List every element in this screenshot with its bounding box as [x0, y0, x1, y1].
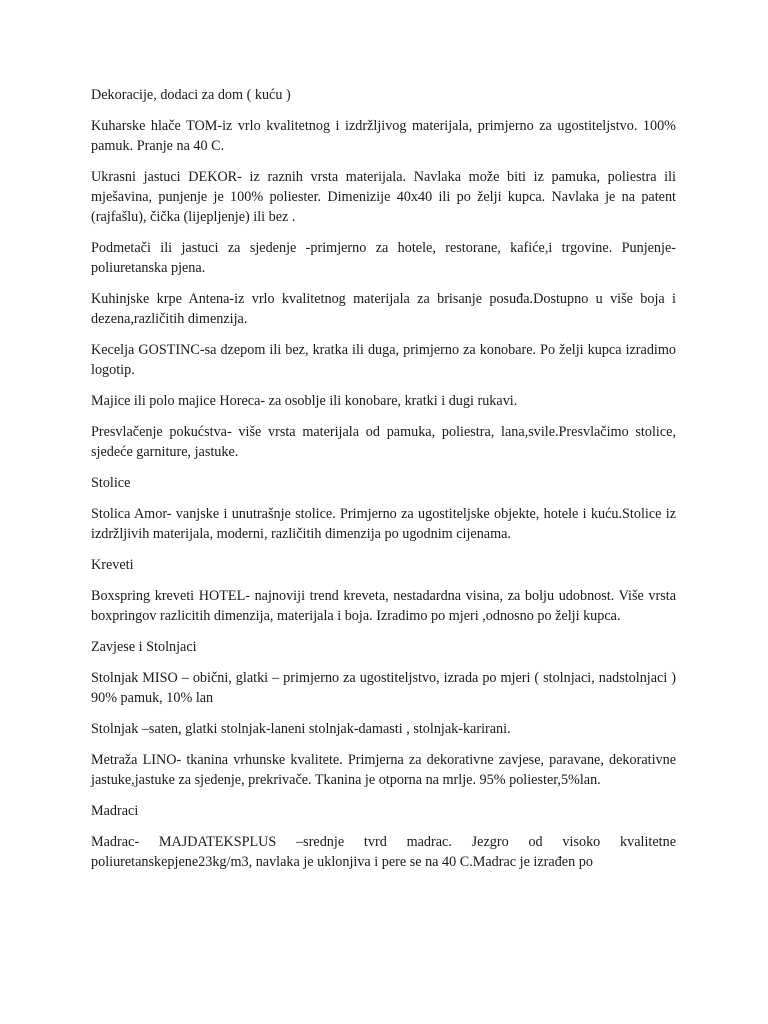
paragraph-podmetaci: Podmetači ili jastuci za sjedenje -primjerno za hotele, restorane, kafiće,i trgovine. Punjenje-poliuretanska pjena.: [91, 240, 676, 276]
document-body: [91, 85, 676, 883]
section-heading-kreveti: Kreveti: [91, 557, 134, 573]
paragraph-stolnjak-saten: Stolnjak –saten, glatki stolnjak-laneni stolnjak-damasti , stolnjak-karirani.: [91, 721, 511, 737]
paragraph-majice: Majice ili polo majice Horeca- za osoblje ili konobare, kratki i dugi rukavi.: [91, 393, 518, 409]
section-heading-madraci: Madraci: [91, 803, 139, 819]
paragraph-presvlacenje: Presvlačenje pokućstva- više vrsta materijala od pamuka, poliestra, lana,svile.Presvlačimo stolice, sjedeće garniture, jastuke.: [91, 424, 676, 460]
paragraph-madrac: Madrac- MAJDATEKSPLUS –srednje tvrd madrac. Jezgro od visoko kvalitetne poliuretanskepjene23kg/m3, navlaka je uklonjiva i pere se na 40 C.Madrac je izrađen po: [91, 834, 676, 870]
paragraph-kuhinjske-krpe: Kuhinjske krpe Antena-iz vrlo kvalitetnog materijala za brisanje posuđa.Dostupno u više boja i dezena,različitih dimenzija.: [91, 291, 676, 327]
paragraph-ukrasni-jastuci: Ukrasni jastuci DEKOR- iz raznih vrsta materijala. Navlaka može biti iz pamuka, poliestra ili mješavina, punjenje je 100% poliester. Dimenizije 40x40 ili po želji kupca. Navlaka je na patent (rajfašlu), čička (lijepljenje) ili bez .: [91, 169, 676, 225]
paragraph-stolica-amor: Stolica Amor- vanjske i unutrašnje stolice. Primjerno za ugostiteljske objekte, hotele i kuću.Stolice iz izdržljivih materijala, moderni, različitih dimenzija po ugodnim cijenama.: [91, 506, 676, 542]
section-heading-zavjese: Zavjese i Stolnjaci: [91, 639, 197, 655]
paragraph-kuharske-hlace: Kuharske hlače TOM-iz vrlo kvalitetnog i izdržljivog materijala, primjerno za ugostiteljstvo. 100% pamuk. Pranje na 40 C.: [91, 118, 676, 154]
section-heading-dekoracije: Dekoracije, dodaci za dom ( kuću ): [91, 87, 291, 103]
paragraph-metraza-lino: Metraža LINO- tkanina vrhunske kvalitete. Primjerna za dekorativne zavjese, paravane, dekorativne jastuke,jastuke za sjedenje, prekrivače. Tkanina je otporna na mrlje. 95% poliester,5%lan.: [91, 752, 676, 788]
section-heading-stolice: Stolice: [91, 475, 131, 491]
paragraph-stolnjak-miso: Stolnjak MISO – obični, glatki – primjerno za ugostiteljstvo, izrada po mjeri ( stolnjaci, nadstolnjaci ) 90% pamuk, 10% lan: [91, 670, 676, 706]
paragraph-boxspring: Boxspring kreveti HOTEL- najnoviji trend kreveta, nestadardna visina, za bolju udobnost. Više vrsta boxpringov razlicitih dimenzija, materijala i boja. Izradimo po mjeri ,odnosno po želji kupca.: [91, 588, 676, 624]
paragraph-kecelja: Kecelja GOSTINC-sa dzepom ili bez, kratka ili duga, primjerno za konobare. Po želji kupca izradimo logotip.: [91, 342, 676, 378]
